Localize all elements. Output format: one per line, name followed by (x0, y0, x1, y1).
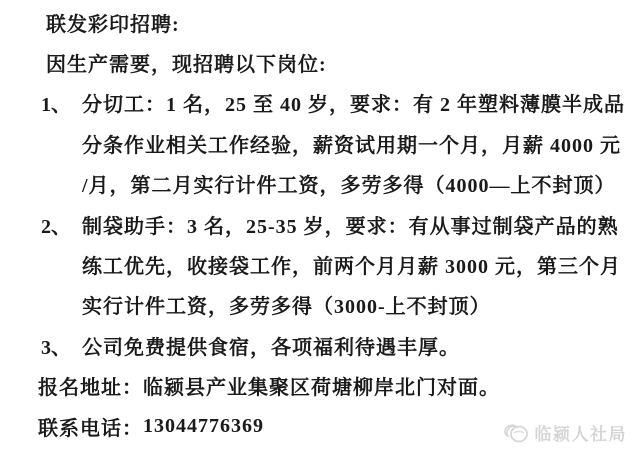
org-emblem-icon (503, 420, 530, 445)
item-2-text-line-3: 实行计件工资，多劳多得（3000-上不封顶） (82, 296, 491, 319)
notice-body (0, 2, 640, 446)
item-1-text-line-2: 分条作业相关工作经验，薪资试用期一个月，月薪 4000 元 (82, 134, 621, 157)
item-2-text-line-2: 练工优先，收接袋工作，前两个月月薪 3000 元，第三个月 (82, 256, 621, 279)
address-value: 临颍县产业集聚区荷塘柳岸北门对面。 (143, 377, 500, 400)
phone-label: 联系电话： (38, 417, 143, 440)
item-1-number: 1、 (41, 94, 71, 117)
item-3-text-line-1: 公司免费提供食宿，各项福利待遇丰厚。 (82, 336, 460, 359)
address-label: 报名地址： (38, 377, 143, 400)
address-line (0, 366, 640, 406)
page-title: 联发彩印招聘: (46, 13, 180, 36)
watermark (503, 420, 628, 445)
item-2-text-line-1: 制袋助手：3 名，25-35 岁，要求：有从事过制袋产品的熟 (82, 215, 619, 238)
list-item-3-line-1 (0, 325, 640, 365)
list-item-1-line-2 (0, 123, 640, 163)
phone-value: 13044776369 (143, 414, 264, 437)
item-1-text-line-1: 分切工：1 名，25 至 40 岁，要求：有 2 年塑料薄膜半成品 (82, 94, 625, 117)
item-3-number: 3、 (41, 336, 71, 359)
watermark-label: 临颍人社局 (534, 425, 627, 444)
list-item-2-line-2 (0, 244, 640, 284)
list-item-1-line-3 (0, 164, 640, 204)
list-item-2-line-3 (0, 285, 640, 325)
item-1-text-line-3: /月，第二月实行计件工资，多劳多得（4000—上不封顶） (82, 175, 616, 198)
list-item-1-line-1 (0, 83, 640, 123)
item-2-number: 2、 (41, 215, 71, 238)
list-item-2-line-1 (0, 204, 640, 244)
intro-line: 因生产需要，现招聘以下岗位: (46, 54, 327, 77)
